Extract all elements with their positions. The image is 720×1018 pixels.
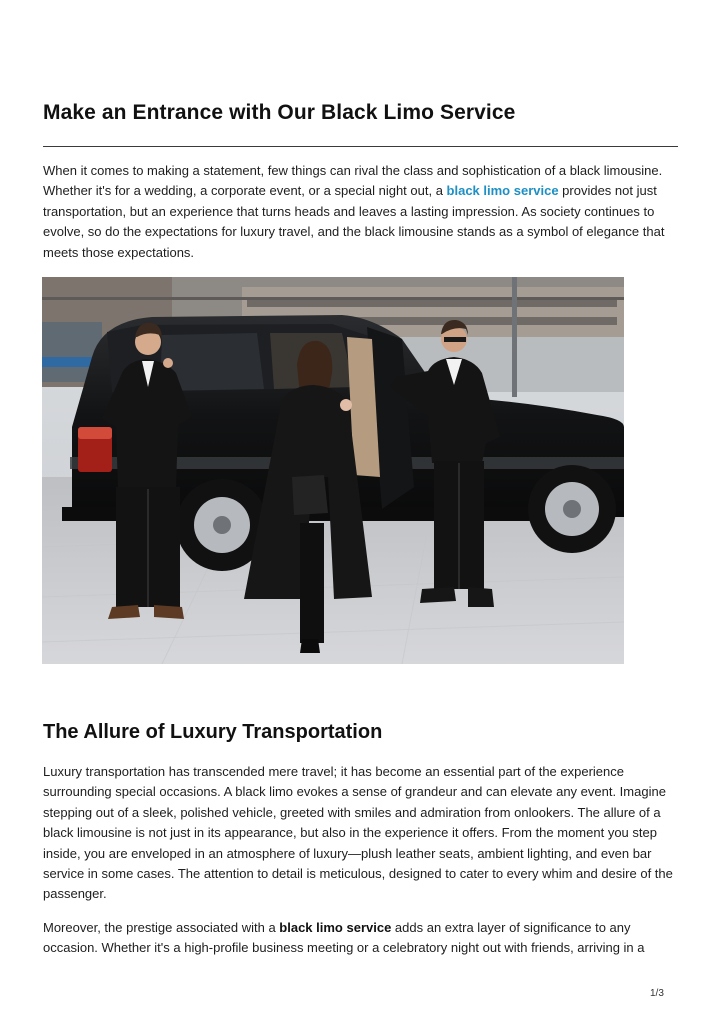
page-number: 1/3 [650, 988, 664, 999]
closing-paragraph [43, 918, 683, 959]
intro-paragraph [43, 161, 683, 263]
black-limo-service-link[interactable]: black limo service [446, 183, 559, 199]
section-heading: The Allure of Luxury Transportation [43, 721, 383, 743]
limo-photo [42, 277, 624, 664]
title-divider [43, 146, 678, 147]
closing-text-end: adds an extra layer of significance to any occasion. Whether it's a high-profile business meeting or a celebratory night out with friends, arriving in a [43, 920, 645, 956]
closing-text-start: Moreover, the prestige associated with a [43, 920, 280, 935]
section-paragraph: Luxury transportation has transcended mere travel; it has become an essential part of the experience surrounding special occasions. A black limo evokes a sense of grandeur and can elevate any event. Imagine stepping out of a sleek, polished vehicle, greeted with smiles and admiration from onlookers. The allure of a black limousine is not just in its appearance, but also in the experience it offers. From the moment you step inside, you are enveloped in an atmosphere of luxury—plush leather seats, ambient lighting, and even bar service in some cases. The attention to detail is meticulous, designed to cater to every whim and desire of the passenger. [43, 764, 673, 902]
article-title: Make an Entrance with Our Black Limo Service [43, 101, 516, 124]
black-limo-service-emphasis: black limo service [279, 920, 392, 935]
intro-text-start: When it comes to making a statement, few things can rival the class and sophistication of a black limousine. Whether it's for a wedding, a corporate event, or a special night out, a [43, 163, 663, 199]
intro-text-end: provides not just transportation, but an experience that turns heads and leaves a lasting impression. As society continues to evolve, so do the expectations for luxury travel, and the black limousine stands as a symbol of elegance that meets those expectations. [43, 183, 665, 260]
